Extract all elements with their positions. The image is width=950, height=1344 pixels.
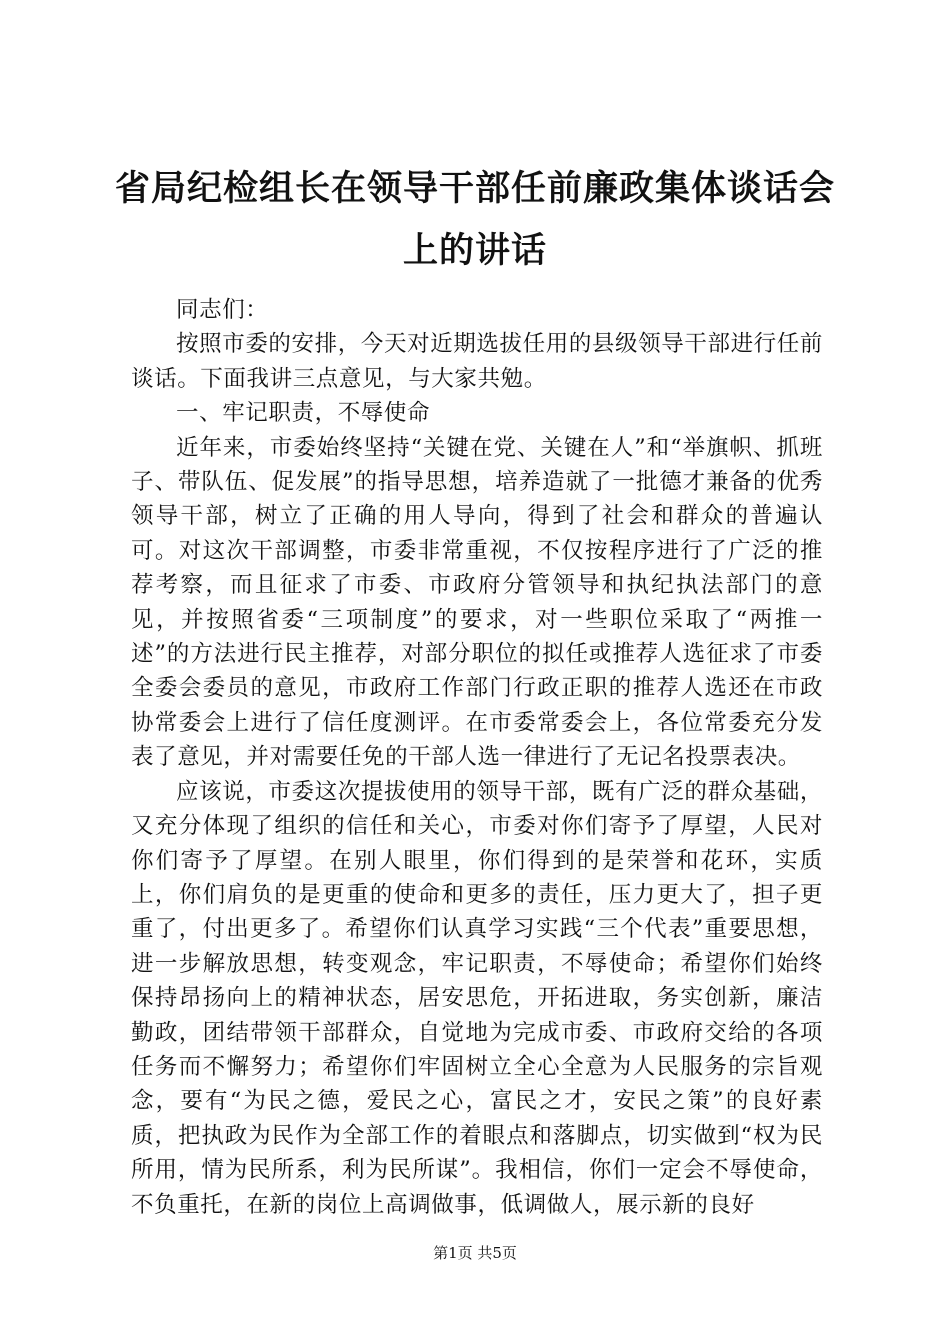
body-paragraph: 应该说，市委这次提拔使用的领导干部，既有广泛的群众基础，又充分体现了组织的信任和关心，市委对你们寄予了厚望，人民对你们寄予了厚望。在别人眼里，你们得到的是荣誉和花环，实质上，你们肩负的是更重的使命和更多的责任，压力更大了，担子更重了，付出更多了。希望你们认真学习实践“三个代表”重要思想，进一步解放思想，转变观念，牢记职责，不辱使命；希望你们始终保持昂扬向上的精神状态，居安思危，开拓进取，务实创新，廉洁勤政，团结带领干部群众，自觉地为完成市委、市政府交给的各项任务而不懈努力；希望你们牢固树立全心全意为人民服务的宗旨观念，要有“为民之德，爱民之心，富民之才，安民之策”的良好素质，把执政为民作为全部工作的着眼点和落脚点，切实做到“权为民所用，情为民所系，利为民所谋”。我相信，你们一定会不辱使命，不负重托，在新的岗位上高调做事，低调做人，展示新的良好 <box>131 778 823 1218</box>
salutation: 同志们： <box>176 297 269 323</box>
section-heading: 一、牢记职责，不辱使命 <box>176 400 431 427</box>
document-body <box>131 293 823 1222</box>
document-title: 省局纪检组长在领导干部任前廉政集体谈话会上的讲话 <box>114 169 835 271</box>
page-number-footer: 第1页 共5页 <box>433 1244 517 1262</box>
body-paragraph: 近年来，市委始终坚持“关键在党、关键在人”和“举旗帜、抓班子、带队伍、促发展”的指导思想，培养造就了一批德才兼备的优秀领导干部，树立了正确的用人导向，得到了社会和群众的普遍认可。对这次干部调整，市委非常重视，不仅按程序进行了广泛的推荐考察，而且征求了市委、市政府分管领导和执纪执法部门的意见，并按照省委“三项制度”的要求，对一些职位采取了“两推一述”的方法进行民主推荐，对部分职位的拟任或推荐人选征求了市委全委会委员的意见，市政府工作部门行政正职的推荐人选还在市政协常委会上进行了信任度测评。在市委常委会上，各位常委充分发表了意见，并对需要任免的干部人选一律进行了无记名投票表决。 <box>131 434 823 771</box>
body-paragraph: 按照市委的安排，今天对近期选拔任用的县级领导干部进行任前谈话。下面我讲三点意见，与大家共勉。 <box>131 331 823 392</box>
